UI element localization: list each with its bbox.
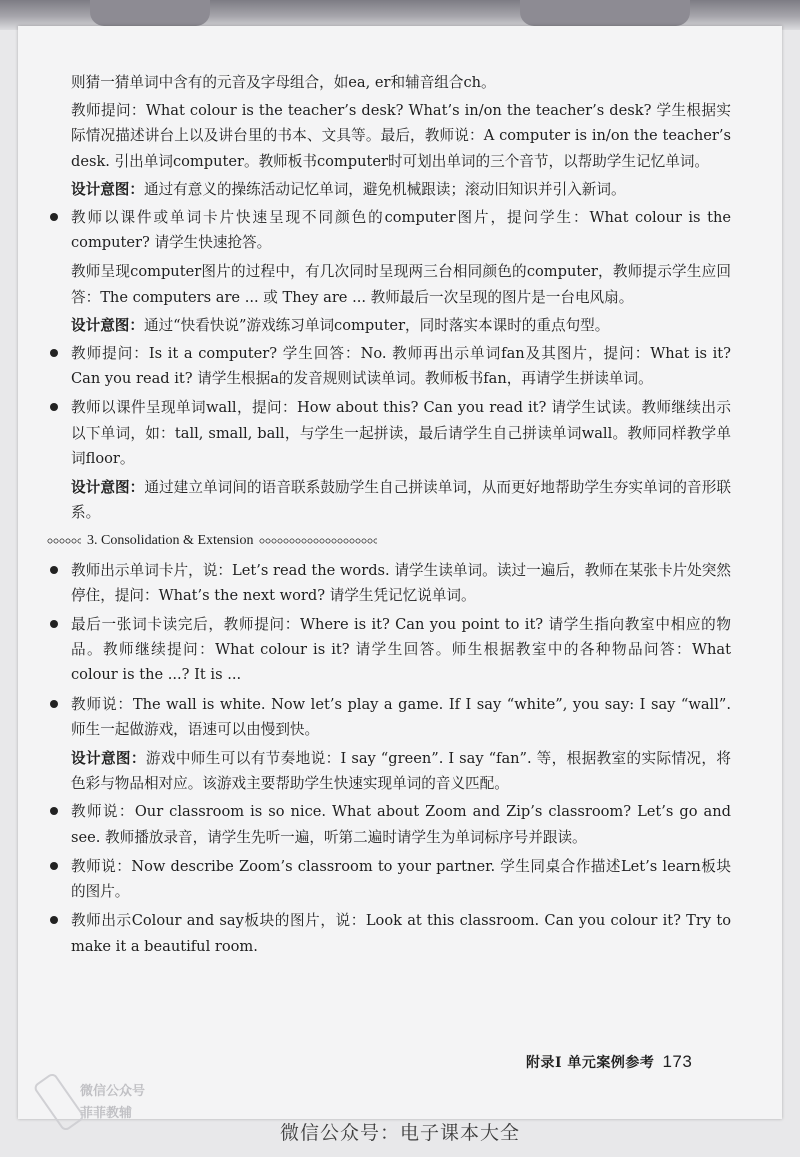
design-intent-label: 设计意图： (71, 750, 146, 768)
bullet-text: 教师说：Now describe Zoom’s classroom to your partner. 学生同桌合作描述Let’s learn板块的图片。 (71, 857, 731, 901)
watermark-text: 微信公众号：电子课本大全 (279, 1122, 520, 1144)
bullet-dot-icon (50, 700, 58, 708)
design-intent-label: 设计意图： (71, 180, 144, 198)
bullet-text: 教师以课件或单词卡片快速呈现不同颜色的computer图片，提问学生：What colour is the computer? 请学生快速抢答。 (71, 209, 731, 252)
bullet-dot-icon (50, 916, 58, 924)
page-body (71, 70, 731, 963)
bullet-item (71, 692, 731, 742)
design-intent-paragraph (71, 746, 731, 796)
body-paragraph: 教师提问：What colour is the teacher’s desk? What’s in/on the teacher’s desk? 学生根据实际情况描述讲台上以及讲台里的书本、文具等。最后，教师说：A computer is in/on the teacher’s desk. 引出单词computer。教师板书computer时可划出单词的三个音节，以帮助学生记忆单词。 (71, 102, 731, 170)
design-intent-text: 游戏中师生可以有节奏地说：I say “green”. I say “fan”. 等，根据教室的实际情况，将色彩与物品相对应。该游戏主要帮助学生快速实现单词的音义匹配。 (71, 750, 731, 793)
bullet-text: 教师出示Colour and say板块的图片，说：Look at this classroom. Can you colour it? Try to make it a beautiful room. (71, 912, 731, 955)
bullet-item (71, 612, 731, 688)
design-intent-label: 设计意图： (71, 479, 145, 497)
bullet-item (71, 854, 731, 904)
decoration-shape (90, 0, 210, 26)
section-heading (47, 528, 731, 553)
bullet-item (71, 341, 731, 391)
body-paragraph: 教师呈现computer图片的过程中，有几次同时呈现两三台相同颜色的computer，教师提示学生应回答：The computers are ... 或 They are ... 教师最后一次呈现的图片是一台电风扇。 (71, 263, 731, 306)
body-paragraph: 则猜一猜单词中含有的元音及字母组合，如ea, er和辅音组合ch。 (71, 74, 496, 91)
section-heading-text: 3. Consolidation & Extension (87, 533, 254, 549)
bullet-text: 最后一张词卡读完后，教师提问：Where is it? Can you point to it? 请学生指向教室中相应的物品。教师继续提问：What colour is it? 请学生回答。师生根据教室中的各种物品问答：What colour is the ...? It is ... (71, 616, 731, 684)
bullet-dot-icon (50, 566, 58, 574)
bullet-text: 教师说：Our classroom is so nice. What about Zoom and Zip’s classroom? Let’s go and see. 教师播放录音，请学生先听一遍，听第二遍时请学生为单词标序号并跟读。 (71, 803, 731, 846)
design-intent-paragraph (71, 177, 731, 202)
bullet-dot-icon (50, 213, 58, 221)
bullet-item (71, 799, 731, 849)
bullet-text: 教师以课件呈现单词wall，提问：How about this? Can you read it? 请学生试读。教师继续出示以下单词，如：tall, small, ball，与学生一起拼读，最后请学生自己拼读单词wall。教师同样教学单词floor。 (71, 399, 731, 467)
page-number: 173 (662, 1052, 693, 1071)
bullet-dot-icon (50, 620, 58, 628)
bullet-text: 教师说：The wall is white. Now let’s play a game. If I say “white”, you say: I say “wall”. 师生一起做游戏，语速可以由慢到快。 (71, 695, 731, 738)
design-intent-label: 设计意图： (71, 316, 144, 334)
bullet-item (71, 205, 731, 255)
design-intent-text: 通过有意义的操练活动记忆单词，避免机械跟读；滚动旧知识并引入新词。 (143, 180, 626, 198)
bullet-text: 教师出示单词卡片，说：Let’s read the words. 请学生读单词。读过一遍后，教师在某张卡片处突然停住，提问：What’s the next word? 请学生凭记忆说单词。 (71, 561, 731, 604)
design-intent-paragraph (71, 313, 731, 338)
stamp-line2: 菲菲教辅 (80, 1106, 133, 1121)
decoration-shape (520, 0, 690, 26)
stamp-line1: 微信公众号 (80, 1084, 146, 1099)
footer-section-title: 附录I 单元案例参考 (526, 1055, 655, 1071)
bullet-dot-icon (50, 403, 58, 411)
bullet-dot-icon (50, 862, 58, 870)
document-page (18, 26, 782, 1119)
bullet-dot-icon (50, 807, 58, 815)
bullet-item (71, 395, 731, 471)
wave-divider-icon (259, 538, 377, 544)
wave-divider-icon (47, 538, 81, 544)
bullet-dot-icon (50, 349, 58, 357)
design-intent-text: 通过“快看快说”游戏练习单词computer，同时落实本课时的重点句型。 (143, 316, 610, 334)
design-intent-text: 通过建立单词间的语音联系鼓励学生自己拼读单词，从而更好地帮助学生夯实单词的音形联系。 (71, 479, 731, 522)
bullet-item (71, 558, 731, 608)
bullet-text: 教师提问：Is it a computer? 学生回答：No. 教师再出示单词fan及其图片，提问：What is it? Can you read it? 请学生根据a的发音规则试读单词。教师板书fan，再请学生拼读单词。 (71, 345, 731, 388)
bullet-item (71, 908, 731, 958)
design-intent-paragraph (71, 475, 731, 525)
page-footer (526, 1052, 692, 1072)
